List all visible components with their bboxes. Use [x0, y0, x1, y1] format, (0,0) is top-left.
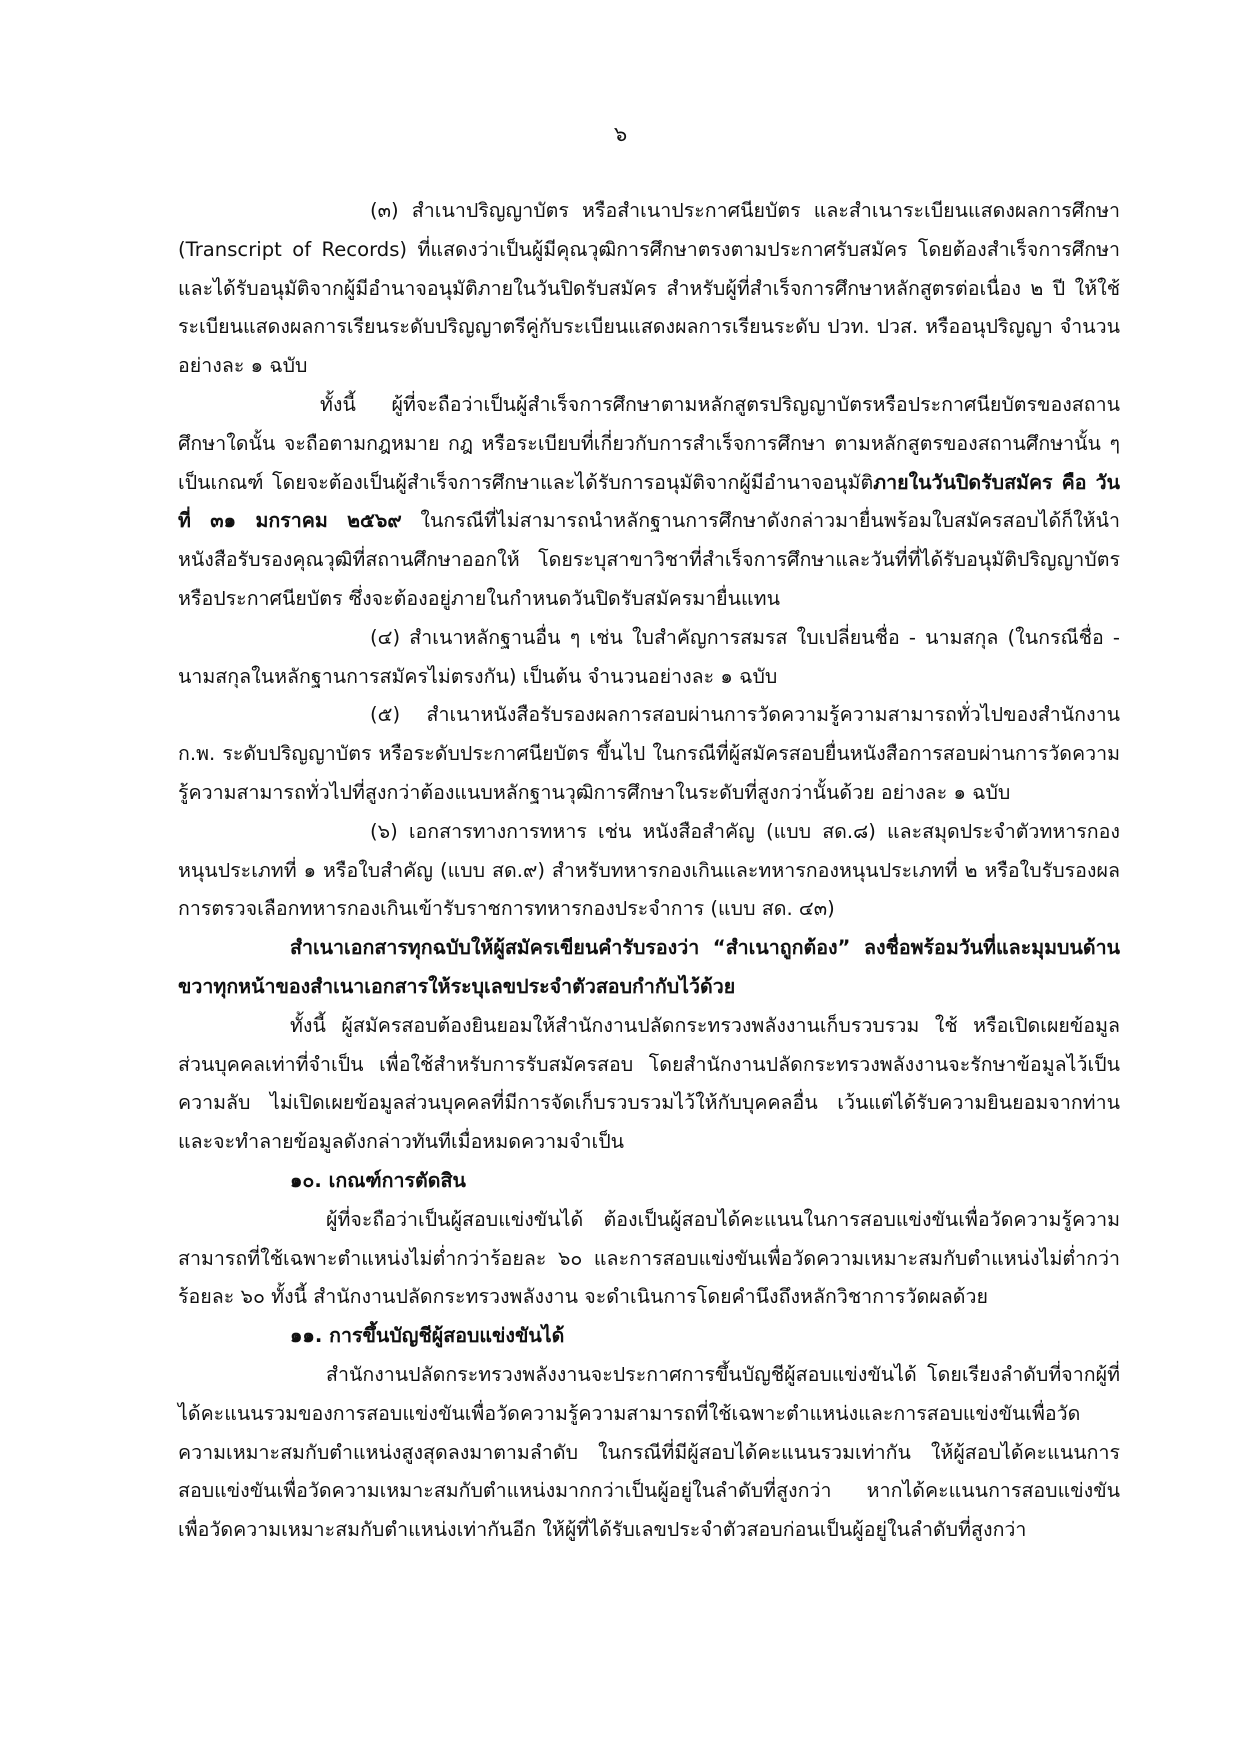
- section-10-heading: ๑๐. เกณฑ์การตัดสิน: [290, 1168, 466, 1192]
- document-body: [178, 192, 1120, 1550]
- closing-date-emphasis: ภายในวันปิดรับสมัคร คือ วันที่ ๓๑ มกราคม ๒๕๖๙: [178, 470, 1120, 533]
- privacy-consent-paragraph: ทั้งนี้ ผู้สมัครสอบต้องยินยอมให้สำนักงานปลัดกระทรวงพลังงานเก็บรวบรวม ใช้ หรือเปิดเผยข้อมูลส่วนบุคคลเท่าที่จำเป็น เพื่อใช้สำหรับการรับสมัครสอบ โดยสำนักงานปลัดกระทรวงพลังงานจะรักษาข้อมูลไว้เป็นความลับ ไม่เปิดเผยข้อมูลส่วนบุคคลที่มีการจัดเก็บรวบรวมไว้ให้กับบุคคลอื่น เว้นแต่ได้รับความยินยอมจากท่าน และจะทำลายข้อมูลดังกล่าวทันทีเมื่อหมดความจำเป็น: [178, 1013, 1120, 1154]
- copy-certification-instruction: สำเนาเอกสารทุกฉบับให้ผู้สมัครเขียนคำรับรองว่า “สำเนาถูกต้อง” ลงชื่อพร้อมวันที่และมุมบนด้านขวาทุกหน้าของสำเนาเอกสารให้ระบุเลขประจำตัวสอบกำกับไว้ด้วย: [178, 936, 1120, 998]
- section-10-body: ผู้ที่จะถือว่าเป็นผู้สอบแข่งขันได้ ต้องเป็นผู้สอบได้คะแนนในการสอบแข่งขันเพื่อวัดความรู้ความสามารถที่ใช้เฉพาะตำแหน่งไม่ต่ำกว่าร้อยละ ๖๐ และการสอบแข่งขันเพื่อวัดความเหมาะสมกับตำแหน่งไม่ต่ำกว่าร้อยละ ๖๐ ทั้งนี้ สำนักงานปลัดกระทรวงพลังงาน จะดำเนินการโดยคำนึงถึงหลักวิชาการวัดผลด้วย: [178, 1207, 1120, 1309]
- section-11-body: สำนักงานปลัดกระทรวงพลังงานจะประกาศการขึ้นบัญชีผู้สอบแข่งขันได้ โดยเรียงลำดับที่จากผู้ที่ได้คะแนนรวมของการสอบแข่งขันเพื่อวัดความรู้ความสามารถที่ใช้เฉพาะตำแหน่งและการสอบแข่งขันเพื่อวัดความเหมาะสมกับตำแหน่งสูงสุดลงมาตามลำดับ ในกรณีที่มีผู้สอบได้คะแนนรวมเท่ากัน ให้ผู้สอบได้คะแนนการสอบแข่งขันเพื่อวัดความเหมาะสมกับตำแหน่งมากกว่าเป็นผู้อยู่ในลำดับที่สูงกว่า หากได้คะแนนการสอบแข่งขันเพื่อวัดความเหมาะสมกับตำแหน่งเท่ากันอีก ให้ผู้ที่ได้รับเลขประจำตัวสอบก่อนเป็นผู้อยู่ในลำดับที่สูงกว่า: [178, 1362, 1120, 1542]
- item-5-ocsc-certificate: (๕) สำเนาหนังสือรับรองผลการสอบผ่านการวัดความรู้ความสามารถทั่วไปของสำนักงาน ก.พ. ระดับปริญญาบัตร หรือระดับประกาศนียบัตร ขึ้นไป ในกรณีที่ผู้สมัครสอบยื่นหนังสือการสอบผ่านการวัดความรู้ความสามารถทั่วไปที่สูงกว่าต้องแนบหลักฐานวุฒิการศึกษาในระดับที่สูงกว่านั้นด้วย อย่างละ ๑ ฉบับ: [178, 703, 1120, 804]
- graduation-note-text-continued: ในกรณีที่ไม่สามารถนำหลักฐานการศึกษาดังกล่าวมายื่นพร้อมใบสมัครสอบได้ก็ให้นำหนังสือรับรองคุณวุฒิที่สถานศึกษาออกให้ โดยระบุสาขาวิชาที่สำเร็จการศึกษาและวันที่ที่ได้รับอนุมัติปริญญาบัตร หรือประกาศนียบัตร ซึ่งจะต้องอยู่ภายในกำหนดวันปิดรับสมัครมายื่นแทน: [178, 509, 1120, 610]
- section-11-heading: ๑๑. การขึ้นบัญชีผู้สอบแข่งขันได้: [290, 1324, 565, 1348]
- page-number: ๖: [613, 122, 628, 146]
- item-4-other-documents: (๔) สำเนาหลักฐานอื่น ๆ เช่น ใบสำคัญการสมรส ใบเปลี่ยนชื่อ - นามสกุล (ในกรณีชื่อ - นามสกุลในหลักฐานการสมัครไม่ตรงกัน) เป็นต้น จำนวนอย่างละ ๑ ฉบับ: [178, 625, 1120, 688]
- item-3-degree-copies: (๓) สำเนาปริญญาบัตร หรือสำเนาประกาศนียบัตร และสำเนาระเบียนแสดงผลการศึกษา (Transcript of Records) ที่แสดงว่าเป็นผู้มีคุณวุฒิการศึกษาตรงตามประกาศรับสมัคร โดยต้องสำเร็จการศึกษาและได้รับอนุมัติจากผู้มีอำนาจอนุมัติภายในวันปิดรับสมัคร สำหรับผู้ที่สำเร็จการศึกษาหลักสูตรต่อเนื่อง ๒ ปี ให้ใช้ระเบียนแสดงผลการเรียนระดับปริญญาตรีคู่กับระเบียนแสดงผลการเรียนระดับ ปวท. ปวส. หรืออนุปริญญา จำนวนอย่างละ ๑ ฉบับ: [178, 199, 1120, 378]
- graduation-note-text: ทั้งนี้ ผู้ที่จะถือว่าเป็นผู้สำเร็จการศึกษาตามหลักสูตรปริญญาบัตรหรือประกาศนียบัตรของสถานศึกษาใดนั้น จะถือตามกฎหมาย กฎ หรือระเบียบที่เกี่ยวกับการสำเร็จการศึกษา ตามหลักสูตรของสถานศึกษานั้น ๆ เป็นเกณฑ์ โดยจะต้องเป็นผู้สำเร็จการศึกษาและได้รับการอนุมัติจากผู้มีอำนาจอนุมัติ: [178, 392, 1120, 494]
- item-3-graduation-note: [178, 386, 1120, 619]
- item-6-military-documents: (๖) เอกสารทางการทหาร เช่น หนังสือสำคัญ (แบบ สด.๘) และสมุดประจำตัวทหารกองหนุนประเภทที่ ๑ หรือใบสำคัญ (แบบ สด.๙) สำหรับทหารกองเกินและทหารกองหนุนประเภทที่ ๒ หรือใบรับรองผลการตรวจเลือกทหารกองเกินเข้ารับราชการทหารกองประจำการ (แบบ สด. ๔๓): [178, 819, 1120, 921]
